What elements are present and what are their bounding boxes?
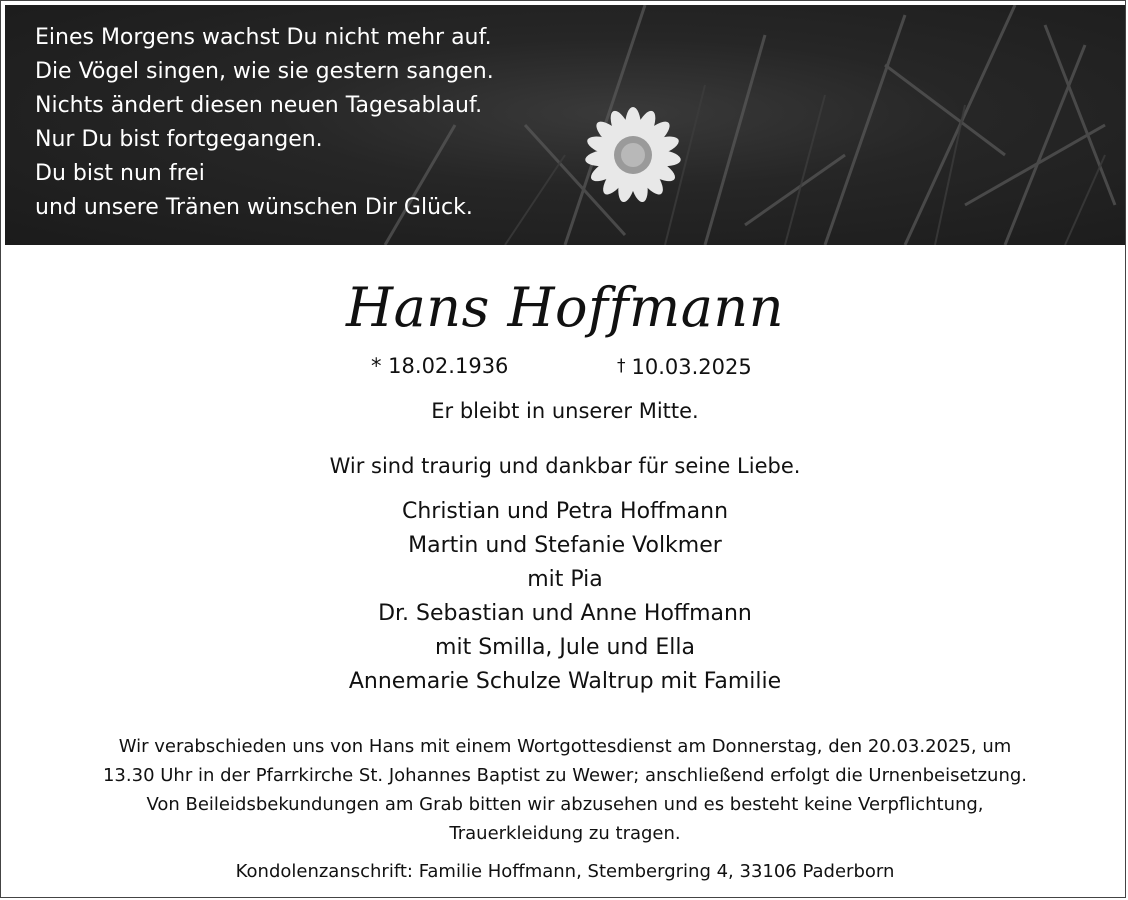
service-line: Von Beileidsbekundungen am Grab bitten wir abzusehen und es besteht keine Verpflichtung, — [146, 794, 984, 815]
mourner-line: mit Smilla, Jule und Ella — [435, 635, 695, 660]
service-line: Wir verabschieden uns von Hans mit einem Wortgottesdienst am Donnerstag, den 20.03.2025, um — [118, 736, 1012, 757]
death-date-group — [617, 351, 752, 382]
mourner-line: Annemarie Schulze Waltrup mit Familie — [348, 669, 782, 694]
deceased-name: Hans Hoffmann — [346, 276, 784, 339]
condolence-address: Kondolenzanschrift: Familie Hoffmann, Stembergring 4, 33106 Paderborn — [235, 861, 895, 882]
poem-line: Nichts ändert diesen neuen Tagesablauf. — [35, 93, 483, 118]
motto: Er bleibt in unserer Mitte. — [431, 399, 699, 423]
thanks-line: Wir sind traurig und dankbar für seine Liebe. — [329, 454, 801, 478]
mourner-line: mit Pia — [527, 567, 603, 592]
mourners-list — [1, 495, 1126, 699]
poem — [35, 21, 494, 225]
service-info — [1, 732, 1126, 848]
birth-date: * 18.02.1936 — [371, 354, 509, 378]
daisy-flower — [584, 107, 681, 204]
poem-line: Du bist nun frei — [35, 161, 205, 186]
poem-line: Nur Du bist fortgegangen. — [35, 127, 323, 152]
cross-icon: † — [617, 356, 626, 376]
service-line: 13.30 Uhr in der Pfarrkirche St. Johannes Baptist zu Wewer; anschließend erfolgt die Urnenbeisetzung. — [102, 765, 1027, 786]
poem-line: und unsere Tränen wünschen Dir Glück. — [35, 195, 473, 220]
poem-line: Die Vögel singen, wie sie gestern sangen. — [35, 59, 494, 84]
service-line: Trauerkleidung zu tragen. — [449, 823, 681, 844]
banner-photo — [5, 5, 1125, 245]
death-date: 10.03.2025 — [631, 355, 752, 379]
mourner-line: Dr. Sebastian und Anne Hoffmann — [378, 601, 752, 626]
mourner-line: Christian und Petra Hoffmann — [401, 499, 729, 524]
mourner-line: Martin und Stefanie Volkmer — [408, 533, 722, 558]
poem-line: Eines Morgens wachst Du nicht mehr auf. — [35, 25, 492, 50]
